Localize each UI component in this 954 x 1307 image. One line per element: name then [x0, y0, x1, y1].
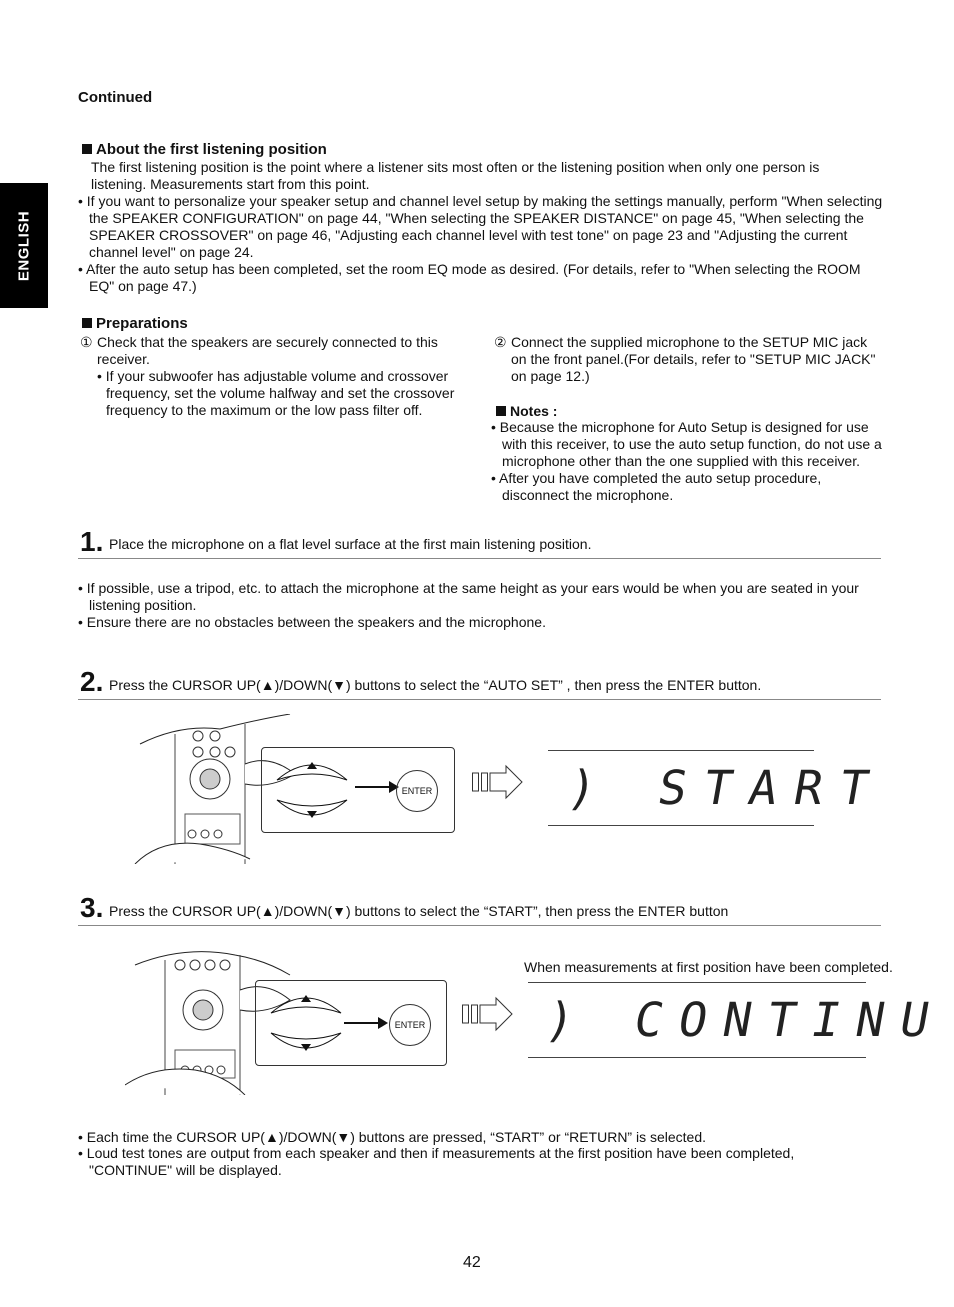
down-triangle-icon: ▼ — [336, 1129, 351, 1145]
cursor-enter-panel-2 — [255, 980, 447, 1066]
step-1-bullet-1: • If possible, use a tripod, etc. to attach the microphone at the same height as your ears would be when you are seated in your listening position. — [78, 580, 859, 613]
first-position-bullet-2: • After the auto setup has been completed, set the room EQ mode as desired. (For details, refer to "When selecting the ROOM EQ" on page 47.) — [78, 261, 861, 294]
display-continue-panel — [528, 982, 950, 1058]
prep-item-1-number: ① — [80, 334, 93, 350]
bottom-note-2: • Loud test tones are output from each speaker and then if measurements at the first position have been completed, "CONTINUE" will be displayed. — [78, 1145, 795, 1178]
prep-item-2 — [494, 334, 880, 385]
right-arrow-icon — [344, 1016, 388, 1030]
step-2-rule — [78, 699, 881, 700]
up-triangle-icon: ▲ — [260, 903, 275, 919]
cursor-enter-panel-1 — [261, 747, 455, 833]
display-arrow-icon — [472, 764, 524, 802]
up-triangle-icon: ▲ — [264, 1129, 279, 1145]
measurement-caption: When measurements at first position have been completed. — [524, 959, 893, 975]
step-1-number: 1. — [80, 526, 104, 557]
prep-item-2-text: Connect the supplied microphone to the SETUP MIC jack on the front panel.(For details, refer to "SETUP MIC JACK" on page 12.) — [511, 334, 876, 384]
prep-item-1-text: Check that the speakers are securely connected to this receiver. — [97, 334, 438, 367]
prep-item-2-number: ② — [494, 334, 507, 350]
continued-label: Continued — [78, 89, 153, 106]
prep-item-1 — [80, 334, 470, 419]
down-triangle-icon: ▼ — [332, 903, 346, 919]
step-1-rule — [78, 558, 881, 559]
display-start-panel — [548, 750, 890, 826]
down-triangle-icon: ▼ — [332, 677, 346, 693]
cursor-up-down-buttons — [266, 987, 346, 1059]
step-3-number: 3. — [80, 892, 104, 923]
step-1-bullet-2: • Ensure there are no obstacles between the speakers and the microphone. — [78, 614, 546, 630]
bottom-note-1: • Each time the CURSOR UP(▲)/DOWN(▼) buttons are pressed, “START” or “RETURN” is selected. — [78, 1129, 707, 1145]
note-2: • After you have completed the auto setup procedure, disconnect the microphone. — [491, 470, 822, 503]
display-arrow-icon — [462, 996, 514, 1034]
section-heading-preparations: Preparations — [82, 315, 188, 332]
language-tab-label: ENGLISH — [15, 210, 33, 281]
enter-button: ENTER — [396, 770, 438, 812]
step-2-text: Press the CURSOR UP(▲)/DOWN(▼) buttons to select the “AUTO SET” , then press the ENTER button. — [109, 677, 762, 693]
page-number: 42 — [463, 1254, 481, 1271]
step-2-number: 2. — [80, 666, 104, 697]
display-continue-text: ) CONTINU — [541, 993, 950, 1048]
up-triangle-icon: ▲ — [260, 677, 275, 693]
first-position-bullet-1: • If you want to personalize your speaker setup and channel level setup by making the settings manually, perform "When selecting the SPEAKER CONFIGURATION" on page 44, "When selecting the SPEAKER DISTANCE" on page 45, "When selecting the SPEAKER CROSSOVER" on page 46, "Adjusting each channel level with test tone" on page 23 and "Adjusting the current channel level" on page 24. — [78, 193, 883, 260]
prep-item-1-sub: • If your subwoofer has adjustable volume and crossover frequency, set the volume halfway and set the crossover frequency to the maximum or the low pass filter off. — [97, 368, 455, 418]
enter-button: ENTER — [389, 1004, 431, 1046]
note-1: • Because the microphone for Auto Setup is designed for use with this receiver, to use the auto setup function, do not use a microphone other than the one supplied with this receiver. — [491, 419, 882, 469]
right-arrow-icon — [355, 780, 399, 794]
square-bullet-icon — [82, 144, 92, 154]
step-3-text: Press the CURSOR UP(▲)/DOWN(▼) buttons to select the “START”, then press the ENTER button — [109, 903, 729, 919]
square-bullet-icon — [496, 406, 506, 416]
cursor-up-down-buttons — [272, 754, 352, 826]
notes-heading: Notes : — [496, 403, 557, 420]
display-start-text: ) START — [563, 761, 890, 816]
square-bullet-icon — [82, 318, 92, 328]
language-tab — [0, 183, 48, 308]
first-position-intro: The first listening position is the point where a listener sits most often or the listening position when only one person is listening. Measurements start from this point. — [91, 159, 820, 192]
step-1-text: Place the microphone on a flat level surface at the first main listening position. — [109, 536, 592, 552]
step-3-rule — [78, 925, 881, 926]
section-heading-first-position: About the first listening position — [82, 141, 327, 158]
